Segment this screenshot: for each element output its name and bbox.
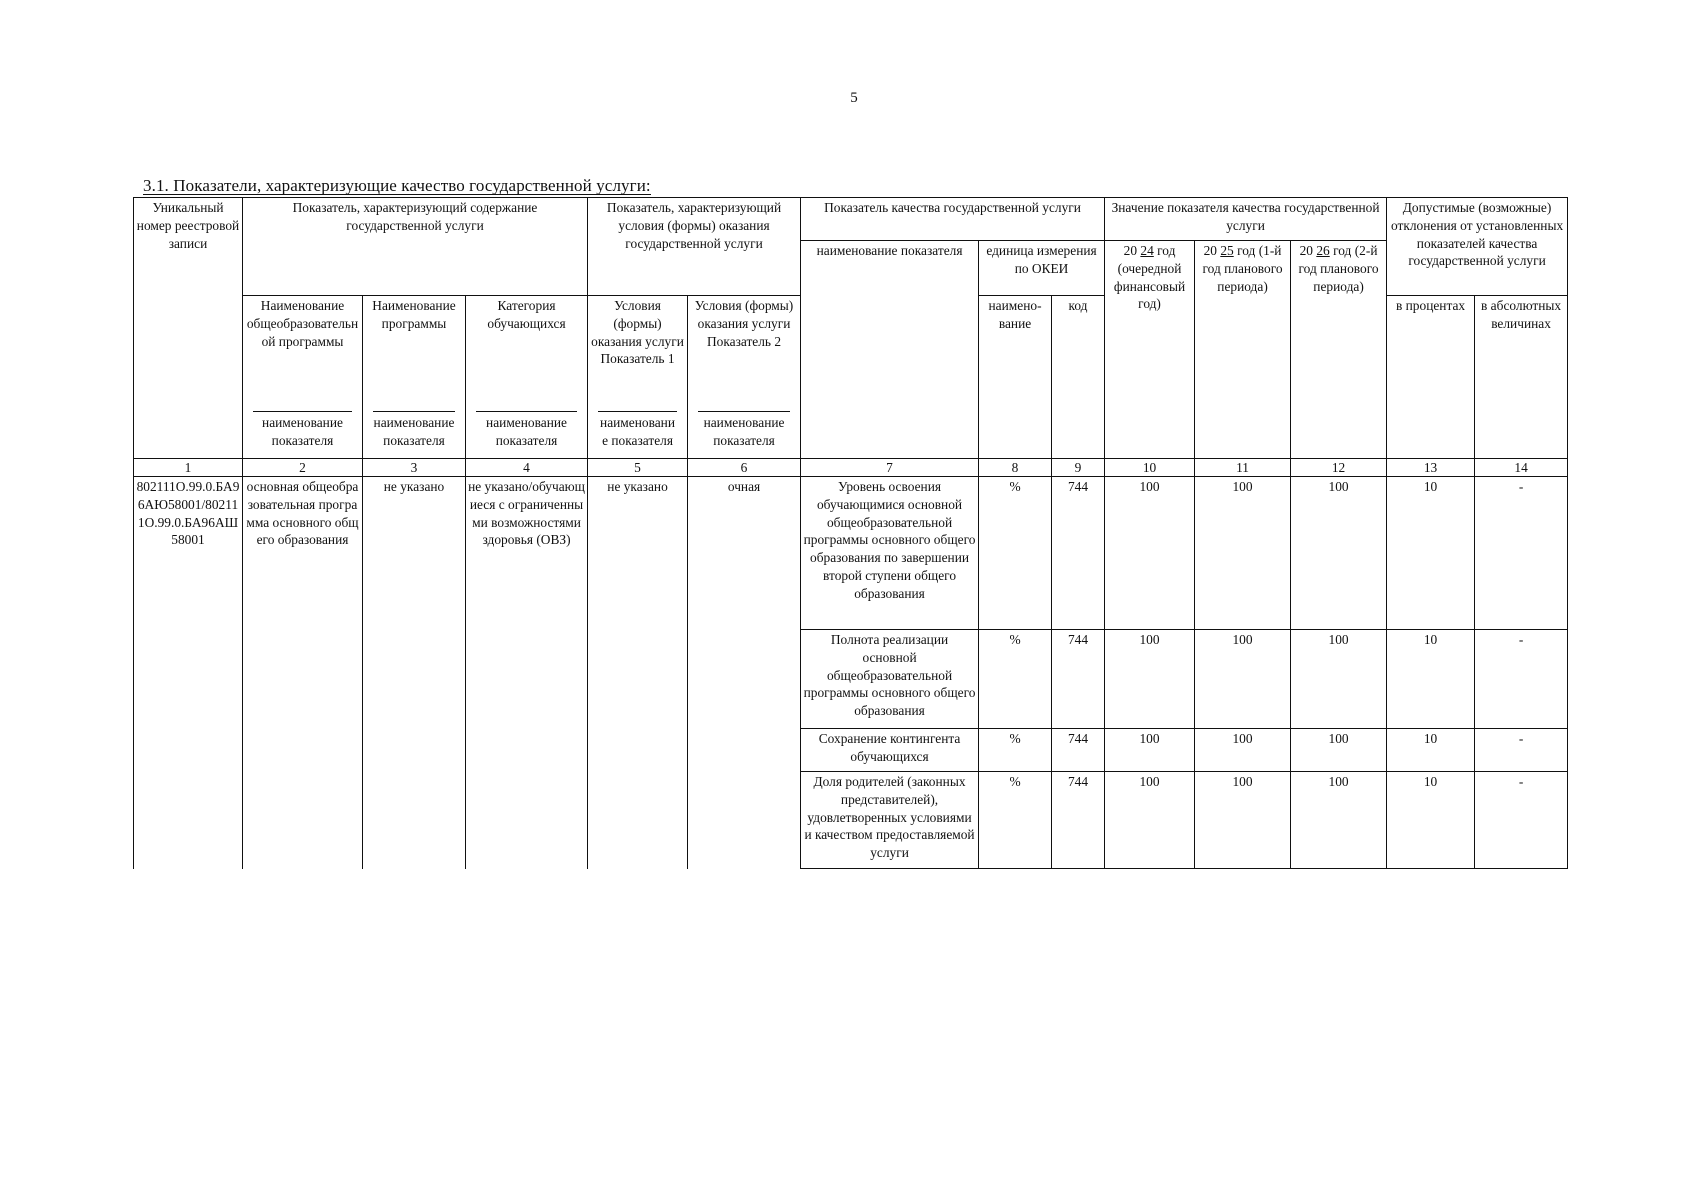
year-1-suffix: год (очередной финансовый год) bbox=[1113, 243, 1186, 312]
indicator-percent: 10 bbox=[1387, 477, 1475, 630]
header-program-title bbox=[363, 296, 466, 459]
header-content-indicator: Показатель, характеризующий содержание государственной услуги bbox=[243, 198, 588, 296]
indicator-year-1: 100 bbox=[1105, 630, 1195, 729]
indicator-percent: 10 bbox=[1387, 630, 1475, 729]
col-num: 11 bbox=[1195, 459, 1291, 477]
program-name: основная общеобразовательная программа основного общего образования bbox=[243, 477, 363, 869]
col-num: 10 bbox=[1105, 459, 1195, 477]
indicator-year-2: 100 bbox=[1195, 630, 1291, 729]
year-2-value: 25 bbox=[1220, 243, 1234, 258]
indicator-year-1: 100 bbox=[1105, 772, 1195, 869]
header-quality-value: Значение показателя качества государственной услуги bbox=[1105, 198, 1387, 241]
indicator-year-2: 100 bbox=[1195, 772, 1291, 869]
col-num: 6 bbox=[688, 459, 801, 477]
indicator-year-3: 100 bbox=[1291, 477, 1387, 630]
indicator-percent: 10 bbox=[1387, 772, 1475, 869]
col-num: 5 bbox=[588, 459, 688, 477]
header-program-name bbox=[243, 296, 363, 459]
col-num: 8 bbox=[979, 459, 1052, 477]
header-condition-1-text: Условия (формы) оказания услуги Показатель 1 bbox=[591, 298, 684, 367]
header-quality-indicator: Показатель качества государственной услуги bbox=[801, 198, 1105, 241]
indicator-year-3: 100 bbox=[1291, 630, 1387, 729]
indicator-unit: % bbox=[979, 477, 1052, 630]
col-num: 4 bbox=[466, 459, 588, 477]
indicator-absolute: - bbox=[1475, 772, 1568, 869]
header-row-1 bbox=[134, 198, 1568, 241]
col-num: 1 bbox=[134, 459, 243, 477]
section-title: 3.1. Показатели, характеризующие качество государственной услуги: bbox=[143, 176, 651, 195]
indicator-absolute: - bbox=[1475, 477, 1568, 630]
indicator-absolute: - bbox=[1475, 630, 1568, 729]
page-number: 5 bbox=[850, 90, 858, 106]
col-num: 12 bbox=[1291, 459, 1387, 477]
header-condition-2 bbox=[688, 296, 801, 459]
header-category bbox=[466, 296, 588, 459]
header-condition-2-text: Условия (формы) оказания услуги Показатель 2 bbox=[694, 298, 794, 349]
header-unit-name: наимено-вание bbox=[979, 296, 1052, 459]
header-program-title-label: наименование показателя bbox=[373, 411, 455, 450]
year-3-suffix: год (2-й год планового периода) bbox=[1298, 243, 1379, 294]
header-program-name-text: Наименование общеобразовательной программы bbox=[246, 298, 359, 349]
table-row bbox=[134, 477, 1568, 630]
header-program-title-text: Наименование программы bbox=[372, 298, 456, 331]
header-indicator-name: наименование показателя bbox=[801, 241, 979, 459]
col-num: 9 bbox=[1052, 459, 1105, 477]
indicator-percent: 10 bbox=[1387, 729, 1475, 772]
indicator-year-2: 100 bbox=[1195, 729, 1291, 772]
col-num: 3 bbox=[363, 459, 466, 477]
header-unit-code: код bbox=[1052, 296, 1105, 459]
quality-indicators-table bbox=[133, 197, 1568, 869]
col-num: 2 bbox=[243, 459, 363, 477]
year-3-value: 26 bbox=[1316, 243, 1330, 258]
col-num: 13 bbox=[1387, 459, 1475, 477]
indicator-unit: % bbox=[979, 729, 1052, 772]
indicator-code: 744 bbox=[1052, 630, 1105, 729]
registry-number: 802111О.99.0.БА96АЮ58001/802111О.99.0.БА96АШ58001 bbox=[134, 477, 243, 869]
year-3-prefix: 20 bbox=[1299, 243, 1313, 258]
header-condition-1 bbox=[588, 296, 688, 459]
header-year-3 bbox=[1291, 241, 1387, 459]
header-condition-2-label: наименование показателя bbox=[698, 411, 790, 450]
year-2-suffix: год (1-й год планового периода) bbox=[1202, 243, 1283, 294]
header-unit: единица измерения по ОКЕИ bbox=[979, 241, 1105, 296]
header-absolute: в абсолютных величинах bbox=[1475, 296, 1568, 459]
indicator-absolute: - bbox=[1475, 729, 1568, 772]
condition-2: очная bbox=[688, 477, 801, 869]
year-2-prefix: 20 bbox=[1203, 243, 1217, 258]
column-numbers-row bbox=[134, 459, 1568, 477]
indicator-year-1: 100 bbox=[1105, 729, 1195, 772]
indicator-name: Сохранение контингента обучающихся bbox=[801, 729, 979, 772]
header-year-1 bbox=[1105, 241, 1195, 459]
indicator-code: 744 bbox=[1052, 772, 1105, 869]
header-program-name-label: наименование показателя bbox=[253, 411, 352, 450]
indicator-name: Доля родителей (законных представителей), удовлетворенных условиями и качеством предоставляемой услуги bbox=[801, 772, 979, 869]
header-category-label: наименование показателя bbox=[476, 411, 577, 450]
indicator-year-3: 100 bbox=[1291, 772, 1387, 869]
indicator-code: 744 bbox=[1052, 477, 1105, 630]
header-condition-indicator: Показатель, характеризующий условия (формы) оказания государственной услуги bbox=[588, 198, 801, 296]
header-percent: в процентах bbox=[1387, 296, 1475, 459]
indicator-year-3: 100 bbox=[1291, 729, 1387, 772]
indicator-name: Уровень освоения обучающимися основной общеобразовательной программы основного общего образования по завершении второй ступени общего образования bbox=[801, 477, 979, 630]
indicator-name: Полнота реализации основной общеобразовательной программы основного общего образования bbox=[801, 630, 979, 729]
year-1-value: 24 bbox=[1140, 243, 1154, 258]
col-num: 7 bbox=[801, 459, 979, 477]
header-category-text: Категория обучающихся bbox=[487, 298, 566, 331]
header-year-2 bbox=[1195, 241, 1291, 459]
year-1-prefix: 20 bbox=[1123, 243, 1138, 258]
col-num: 14 bbox=[1475, 459, 1568, 477]
indicator-code: 744 bbox=[1052, 729, 1105, 772]
header-unique-number: Уникальный номер реестровой записи bbox=[134, 198, 243, 459]
header-deviation: Допустимые (возможные) отклонения от установленных показателей качества государственной услуги bbox=[1387, 198, 1568, 296]
header-condition-1-label: наименование показателя bbox=[598, 411, 677, 450]
indicator-year-1: 100 bbox=[1105, 477, 1195, 630]
category: не указано/обучающиеся с ограниченными возможностями здоровья (ОВЗ) bbox=[466, 477, 588, 869]
indicator-year-2: 100 bbox=[1195, 477, 1291, 630]
indicator-unit: % bbox=[979, 630, 1052, 729]
condition-1: не указано bbox=[588, 477, 688, 869]
indicator-unit: % bbox=[979, 772, 1052, 869]
program-title: не указано bbox=[363, 477, 466, 869]
